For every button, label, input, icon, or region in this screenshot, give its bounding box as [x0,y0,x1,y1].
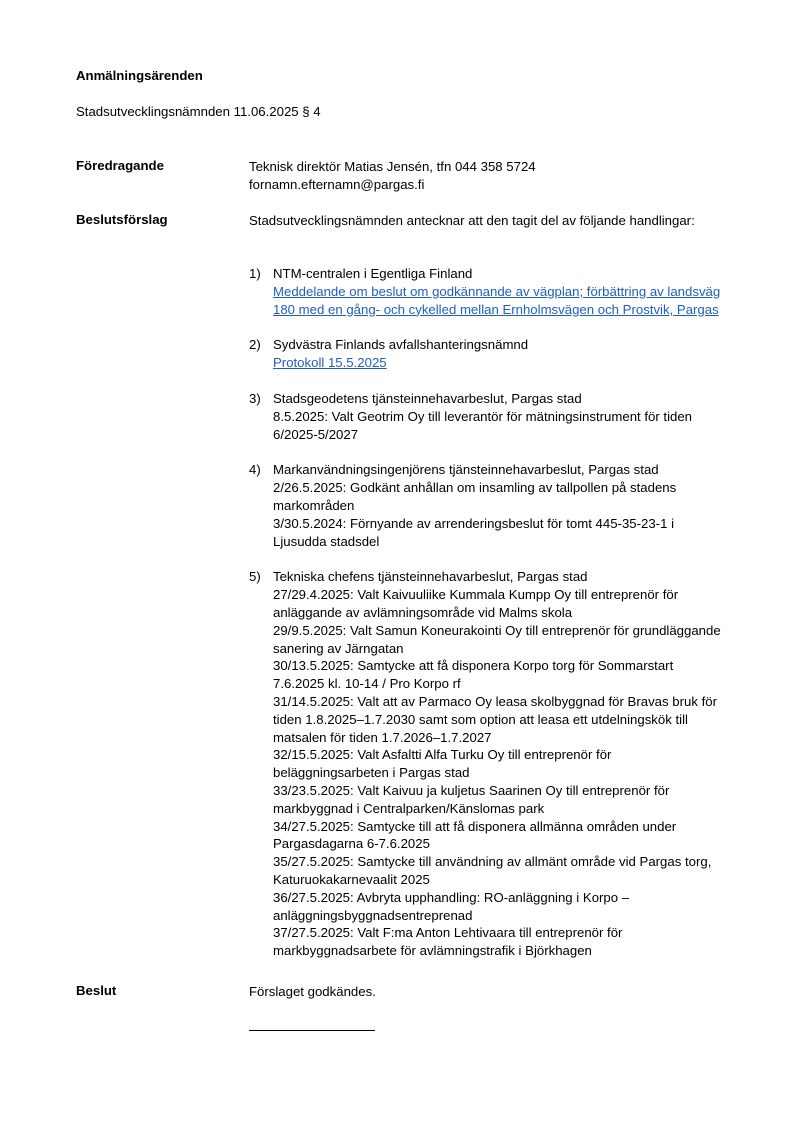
list-item-line: 35/27.5.2025: Samtycke till användning av allmänt område vid Pargas torg, [273,854,712,870]
list-item-line: 36/27.5.2025: Avbryta upphandling: RO-anläggning i Korpo – [273,889,630,905]
list-item-line: anläggande av avlämningsområde vid Malms skola [273,604,573,620]
list-item-number: 5) [249,569,261,585]
document-link[interactable]: Meddelande om beslut om godkännande av vägplan; förbättring av landsväg [273,283,721,299]
list-item-line: 6/2025-5/2027 [273,426,359,442]
list-item-line: 29/9.5.2025: Valt Samun Koneurakointi Oy till entreprenör för grundläggande [273,622,721,638]
list-item-body [273,568,749,960]
list-item-line: Sydvästra Finlands avfallshanteringsnämnd [273,337,529,353]
list-item-line: anläggningsbyggnadsentreprenad [273,907,473,923]
list-item-line: 31/14.5.2025: Valt att av Parmaco Oy leasa skolbyggnad för Bravas bruk för [273,693,717,709]
presenter-label: Föredragande [76,158,164,173]
list-item-number: 3) [249,390,261,406]
meeting-reference: Stadsutvecklingsnämnden 11.06.2025 § 4 [76,104,321,119]
list-item-line: 3/30.5.2024: Förnyande av arrenderingsbeslut för tomt 445-35-23-1 i [273,515,674,531]
list-item [249,265,749,318]
list-item-line: 30/13.5.2025: Samtycke att få disponera Korpo torg för Sommarstart [273,658,674,674]
list-item [249,336,749,372]
list-item-line: 33/23.5.2025: Valt Kaivuu ja kuljetus Saarinen Oy till entreprenör för [273,782,670,798]
document-heading: Anmälningsärenden [76,68,203,83]
list-item [249,568,749,960]
list-item [249,461,749,550]
list-item-line: markbyggnad i Centralparken/Känslomas park [273,800,545,816]
proposal-label: Beslutsförslag [76,212,168,227]
list-item-body [273,461,749,550]
list-item-line: markbyggnadsarbete för avlämningstrafik i Björkhagen [273,943,592,959]
list-item-line: Stadsgeodetens tjänsteinnehavarbeslut, Pargas stad [273,390,582,406]
list-item-number: 1) [249,266,261,281]
decision-label: Beslut [76,983,117,998]
list-item-line: sanering av Järngatan [273,640,404,656]
list-item-line: 37/27.5.2025: Valt F:ma Anton Lehtivaara till entreprenör för [273,925,623,941]
decision-text: Förslaget godkändes. [249,984,376,999]
list-item-line: 2/26.5.2025: Godkänt anhållan om insamling av tallpollen på stadens [273,480,677,496]
list-item-line: 34/27.5.2025: Samtycke till att få disponera allmänna områden under [273,818,677,834]
list-item-line: 27/29.4.2025: Valt Kaivuuliike Kummala Kumpp Oy till entreprenör för [273,587,679,603]
list-item-line: Ljusudda stadsdel [273,533,380,549]
document-link[interactable]: Protokoll 15.5.2025 [273,355,387,371]
list-item-line: Pargasdagarna 6-7.6.2025 [273,836,430,852]
list-item-line: matsalen för tiden 1.7.2026–1.7.2027 [273,729,492,745]
signature-line [249,1030,375,1031]
document-link[interactable]: 180 med en gång- och cykelled mellan Ernholmsvägen och Prostvik, Pargas [273,301,719,317]
list-item-line: Katuruokakarnevaalit 2025 [273,871,430,887]
list-item-line: markområden [273,497,355,513]
presenter-email: fornamn.efternamn@pargas.fi [249,177,425,192]
list-item-line: beläggningsarbeten i Pargas stad [273,765,470,781]
list-item [249,390,749,443]
list-item-body [273,390,749,443]
list-item-line: 7.6.2025 kl. 10-14 / Pro Korpo rf [273,676,461,692]
list-item-line: Tekniska chefens tjänsteinnehavarbeslut, Pargas stad [273,569,588,585]
document-list [249,265,749,978]
presenter-info [249,158,536,194]
list-item-line: Markanvändningsingenjörens tjänsteinnehavarbeslut, Pargas stad [273,462,659,478]
presenter-name-phone: Teknisk direktör Matias Jensén, tfn 044 358 5724 [249,159,536,174]
list-item-line: NTM-centralen i Egentliga Finland [273,266,473,281]
list-item-line: 8.5.2025: Valt Geotrim Oy till leverantör för mätningsinstrument för tiden [273,408,693,424]
list-item-body [273,265,749,318]
list-item-number: 2) [249,337,261,353]
list-item-line: 32/15.5.2025: Valt Asfaltti Alfa Turku Oy till entreprenör för [273,747,612,763]
list-item-line: tiden 1.8.2025–1.7.2030 samt som option att leasa ett utdelningskök till [273,711,688,727]
proposal-text: Stadsutvecklingsnämnden antecknar att den tagit del av följande handlingar: [249,213,695,228]
list-item-body [273,336,749,372]
list-item-number: 4) [249,462,261,478]
